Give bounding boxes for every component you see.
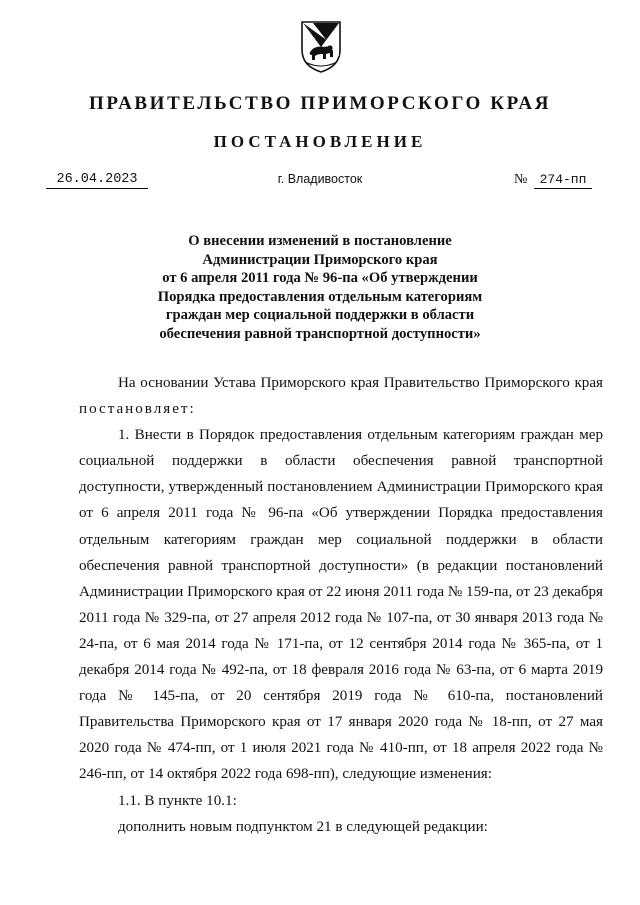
- intro-text: На основании Устава Приморского края Правительство Приморского края: [118, 375, 603, 391]
- document-date: 26.04.2023: [46, 172, 148, 189]
- number-sign: №: [514, 172, 528, 187]
- primorsky-coat-of-arms-icon: [300, 18, 342, 74]
- subject-line: от 6 апреля 2011 года № 96-па «Об утверждении: [162, 270, 478, 287]
- item-1-1-paragraph: 1.1. В пункте 10.1:: [118, 792, 237, 809]
- subject-line: Администрации Приморского края: [202, 251, 438, 268]
- document-type: ПОСТАНОВЛЕНИЕ: [213, 132, 427, 151]
- item-1-paragraph: 1. Внести в Порядок предоставления отдельным категориям граждан мер социальной поддержки в области обеспечения равной транспортной доступности, утвержденный постановлением Администрации Приморского края от 6 апреля 2011 года № 96-па «Об утверждении Порядка предоставления отдельным категориям граждан мер социальной поддержки в области обеспечения равной транспортной доступности» (в редакции постановлений Администрации Приморского края от 22 июня 2011 года № 159-па, от 23 декабря 2011 года № 329-па, от 27 апреля 2012 года № 107-па, от 30 января 2013 года № 24-па, от 6 мая 2014 года № 171-па, от 12 сентября 2014 года № 365-па, от 1 декабря 2014 года № 492-па, от 18 февраля 2016 года № 63-па, от 6 марта 2019 года № 145-па, от 20 сентября 2019 года № 610-па, постановлений Правительства Приморского края от 17 января 2020 года № 18-пп, от 27 мая 2020 года № 474-пп, от 1 июля 2021 года № 410-пп, от 18 апреля 2022 года № 246-пп, от 14 октября 2022 года 698-пп), следующие изменения:: [79, 427, 603, 783]
- item-1-1-text-paragraph: дополнить новым подпунктом 21 в следующей редакции:: [118, 818, 488, 835]
- subject-line: обеспечения равной транспортной доступности»: [159, 325, 481, 342]
- subject-line: О внесении изменений в постановление: [188, 233, 452, 249]
- document-subject: [90, 232, 550, 344]
- document-body: [79, 370, 603, 840]
- government-title: ПРАВИТЕЛЬСТВО ПРИМОРСКОГО КРАЯ: [88, 93, 552, 114]
- decree-word: постановляет:: [79, 401, 196, 418]
- intro-paragraph: [79, 370, 603, 422]
- subject-line: граждан мер социальной поддержки в области: [165, 307, 475, 324]
- document-number: 274-пп: [534, 172, 592, 189]
- document-city: г. Владивосток: [277, 172, 363, 186]
- subject-line: Порядка предоставления отдельным категориям: [157, 288, 483, 305]
